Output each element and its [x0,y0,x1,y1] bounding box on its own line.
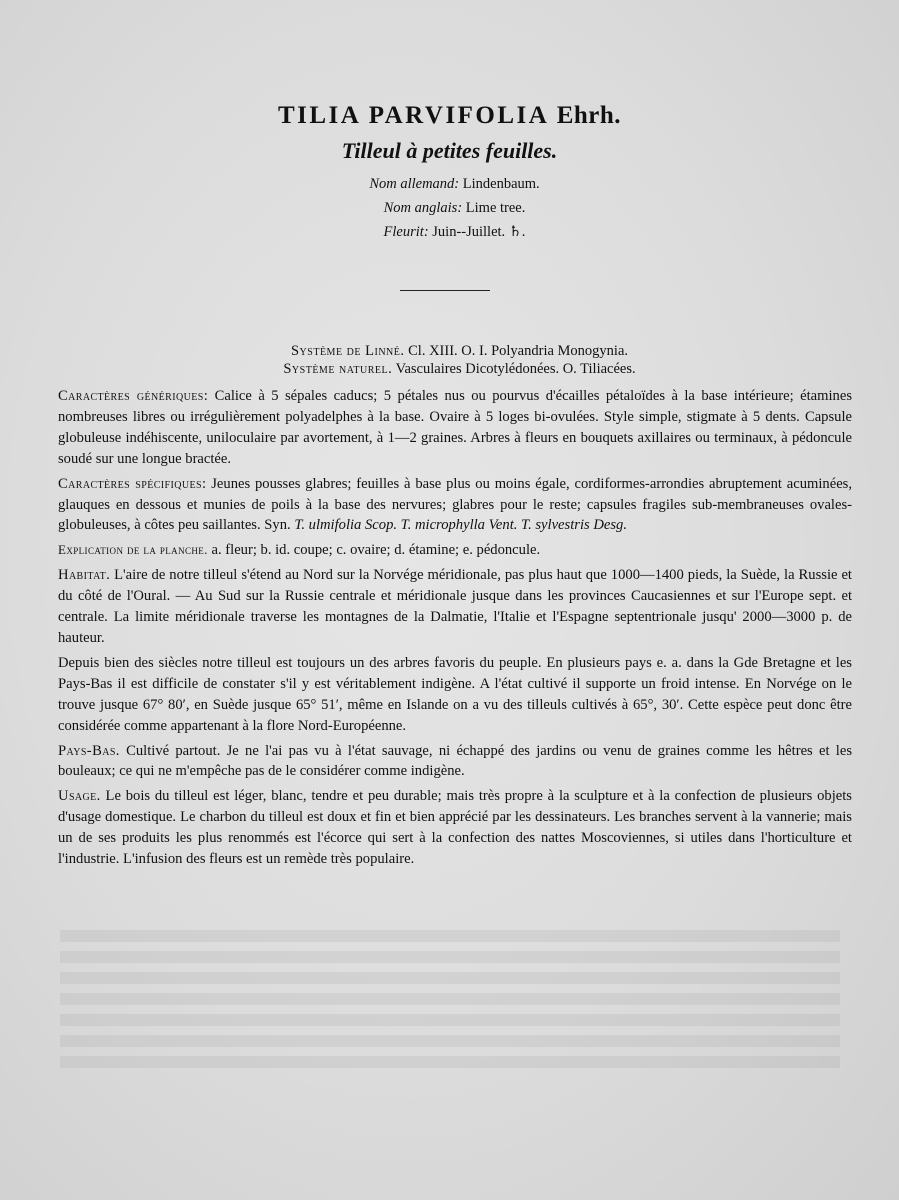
history-paragraph [58,653,852,737]
species-author: Ehrh. [556,102,622,129]
habitat-paragraph [58,565,852,649]
meta-value: Lindenbaum. [462,176,540,192]
natural-system-line [10,361,899,378]
description-body [58,386,852,874]
german-name-line [5,176,899,193]
system-value: Vasculaires Dicotylédonées. O. Tiliacées. [395,361,636,377]
section-label: Caractères spécifiques: [58,475,207,492]
bleed-line [60,1035,840,1047]
generic-characters-paragraph [58,386,852,470]
system-value: Cl. XIII. O. I. Polyandria Monogynia. [408,343,629,359]
bleed-line [60,972,840,984]
bleed-through-text [60,930,840,1077]
meta-label: Fleurit: [383,224,429,240]
section-text: a. fleur; b. id. coupe; c. ovaire; d. étamine; e. pédoncule. [211,542,541,559]
synonyms: T. ulmifolia Scop. T. microphylla Vent. T. sylvestris Desg. [294,517,627,534]
species-name: TILIA PARVIFOLIA [277,102,548,129]
section-text: Calice à 5 sépales caducs; 5 pétales nus ou pourvus d'écailles pétaloïdes à la base intérieure; étamines nombreuses libres ou irrégulièrement polyadelphes à la base. Ovaire à 5 loges bi-ovulées. Style simple, stigmate à 5 dents. Capsule globuleuse indéhiscente, uniloculaire par avortement, à 1—2 graines. Arbres à fleurs en bouquets axillaires ou terminaux, à pédoncule soudé sur une longue bractée. [58,388,852,467]
divider-rule [400,290,490,291]
specific-characters-paragraph [58,474,852,537]
section-text: Jeunes pousses glabres; feuilles à base plus ou moins égale, cordiformes-arrondies abruptement acuminées, glauques en dessous et munies de poils à la base des nervures; glabres pour le reste; capsules fragiles sub-membraneuses ovales-globuleuses, à côtes peu saillantes. Syn. [58,475,852,534]
section-label: Habitat. [58,567,111,584]
section-text: Cultivé partout. Je ne l'ai pas vu à l'état sauvage, ni échappé des jardins ou venu de graines comme les hêtres et les bouleaux; ce qui ne m'empêche pas de le considérer comme indigène. [58,742,853,780]
usage-paragraph [58,786,852,870]
plate-explanation-paragraph [58,540,852,561]
meta-label: Nom anglais: [383,200,463,216]
meta-value: Lime tree. [465,200,526,216]
section-text: Le bois du tilleul est léger, blanc, tendre et peu durable; mais très propre à la sculpture et à la confection de plusieurs objets d'usage domestique. Le charbon du tilleul est doux et fin et bien apprécié par les dessinateurs. Les branches servent à la vannerie; mais un de ses produits les plus renommés est l'écorce qui sert à la confection des nattes Moscoviennes, si utiles dans l'horticulture et l'industrie. L'infusion des fleurs est un remède très populaire. [58,788,852,868]
flowering-line [5,224,899,241]
meta-value: Juin--Juillet. ♄. [432,224,526,240]
section-label: Explication de la planche. [58,542,208,558]
bleed-line [60,993,840,1005]
system-label: Système naturel. [283,361,393,377]
section-text: Depuis bien des siècles notre tilleul est toujours un des arbres favoris du peuple. En plusieurs pays e. a. dans la Gde Bretagne et les Pays-Bas il est difficile de constater s'il y est véritablement indigène. A l'état cultivé il supporte un froid intense. En Norvége on le trouve jusque 67° 80′, en Suède jusque 65° 51′, même en Islande on a vu des tilleuls cultivés à 65°, 30′. Cette espèce peut donc être considérée comme appartenant à la flore Nord-Européenne. [58,654,852,734]
linne-system-line [10,343,899,360]
section-label: Usage. [58,788,101,805]
bleed-line [60,930,840,942]
meta-label: Nom allemand: [369,176,460,192]
system-label: Système de Linné. [290,343,405,359]
section-label: Caractères génériques: [58,388,209,404]
section-label: Pays-Bas. [58,742,120,759]
bleed-line [60,1056,840,1068]
section-text: L'aire de notre tilleul s'étend au Nord sur la Norvége méridionale, pas plus haut que 1000—1400 pieds, la Suède, la Russie et du côté de l'Oural. — Au Sud sur la Russie centrale et méridionale jusque dans les provinces Caucasiennes et sur l'Europe sept. et centrale. La limite méridionale traverse les montagnes de la Dalmatie, l'Italie et l'Espagne septentrionale jusqu' 2000—3000 p. de hauteur. [58,567,852,646]
english-name-line [5,200,899,217]
species-title [0,102,899,130]
bleed-line [60,951,840,963]
netherlands-paragraph [58,741,852,783]
common-name: Tilleul à petites feuilles. [341,138,558,163]
bleed-line [60,1014,840,1026]
